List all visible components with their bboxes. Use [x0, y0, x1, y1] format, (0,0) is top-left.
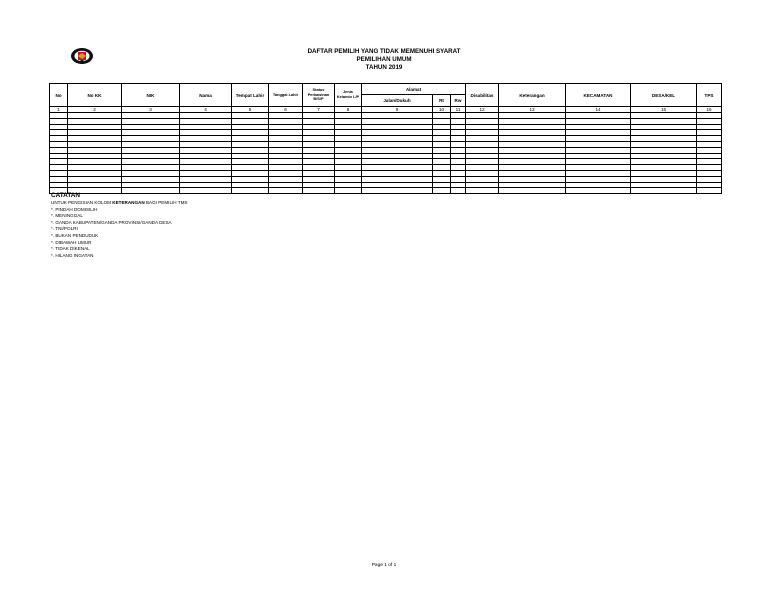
note-item: *. MENINGGAL	[51, 213, 83, 219]
col-header-keterangan: Keterangan	[499, 84, 566, 107]
notes-intro	[51, 200, 188, 207]
table-cell	[269, 188, 303, 194]
column-number-cell: 9	[362, 107, 433, 113]
note-item: *. DIBAWAH UMUR	[51, 239, 92, 245]
column-number-cell: 14	[566, 107, 631, 113]
table-body	[50, 113, 722, 194]
voter-table	[49, 83, 722, 194]
notes-intro-bold: KETERANGAN	[112, 200, 145, 205]
table-cell	[362, 188, 433, 194]
column-number-cell: 10	[433, 107, 451, 113]
col-header-no: No	[50, 84, 68, 107]
col-header-jalan-dukuh: Jalan/Dukuh	[362, 95, 433, 107]
column-number-cell: 16	[697, 107, 722, 113]
table-cell	[232, 188, 269, 194]
notes-heading: CATATAN	[51, 192, 80, 199]
table-cell	[566, 188, 631, 194]
table-cell	[303, 188, 335, 194]
notes-intro-prefix: UNTUK PENGISIAN KOLOM	[51, 200, 113, 205]
column-number-cell: 7	[303, 107, 335, 113]
col-header-kecamatan: KECAMATAN	[566, 84, 631, 107]
column-number-cell: 8	[335, 107, 362, 113]
note-item: *. PINDAH DOMISILIH	[51, 206, 98, 212]
title-line-3: TAHUN 2019	[365, 64, 403, 71]
title-line-2: PEMILIHAN UMUM	[356, 56, 412, 63]
table-cell	[466, 188, 499, 194]
col-header-nik: NIK	[122, 84, 180, 107]
col-header-tempat-lahir: Tempat Lahir	[232, 84, 269, 107]
column-number-cell: 5	[232, 107, 269, 113]
table-cell	[433, 188, 451, 194]
col-header-status-perkawinan: Status Perkawinan B/S/P	[303, 84, 335, 107]
note-item: *. TNI/POLRI	[51, 226, 78, 232]
column-number-cell: 12	[466, 107, 499, 113]
title-line-1: DAFTAR PEMILIH YANG TIDAK MEMENUHI SYARAT	[307, 48, 461, 55]
note-item: *. TIDAK DIKENAL	[51, 246, 90, 252]
table-cell	[499, 188, 566, 194]
col-header-nama: Nama	[180, 84, 232, 107]
notes-intro-suffix: BAGI PEMILIH TMS	[144, 200, 188, 205]
document-title	[0, 48, 768, 72]
col-header-rt: Rt	[433, 95, 451, 107]
note-item: *. HILANG INGATAN	[51, 252, 94, 258]
col-header-disabilitas: Disabilitas	[466, 84, 499, 107]
table-cell	[697, 188, 722, 194]
table-cell	[631, 188, 697, 194]
col-header-rw: Rw	[451, 95, 466, 107]
column-number-cell: 11	[451, 107, 466, 113]
column-number-cell: 15	[631, 107, 697, 113]
col-header-alamat: Alamat	[362, 84, 466, 95]
table-cell	[335, 188, 362, 194]
column-number-cell: 13	[499, 107, 566, 113]
col-header-desa-kel: DESA/KEL	[631, 84, 697, 107]
column-number-cell: 3	[122, 107, 180, 113]
col-header-no-kk: No KK	[68, 84, 122, 107]
page-footer: Page 1 of 1	[371, 563, 397, 568]
col-header-tps: TPS	[697, 84, 722, 107]
column-number-cell: 2	[68, 107, 122, 113]
header-row-top	[50, 84, 722, 95]
note-item: *. GANDA KABUPATEN/GANDA PROVINSI/GANDA DESA	[51, 219, 172, 225]
column-number-cell: 4	[180, 107, 232, 113]
note-item: *. BUKAN PENDUDUK	[51, 232, 99, 238]
table-cell	[451, 188, 466, 194]
column-number-cell: 6	[269, 107, 303, 113]
voter-table-container	[49, 83, 722, 194]
notes-section	[51, 192, 188, 259]
col-header-jenis-kelamin: Jenis Kelamin L/P	[335, 84, 362, 107]
col-header-tanggal-lahir: Tanggal Lahir	[269, 84, 303, 107]
column-number-cell: 1	[50, 107, 68, 113]
